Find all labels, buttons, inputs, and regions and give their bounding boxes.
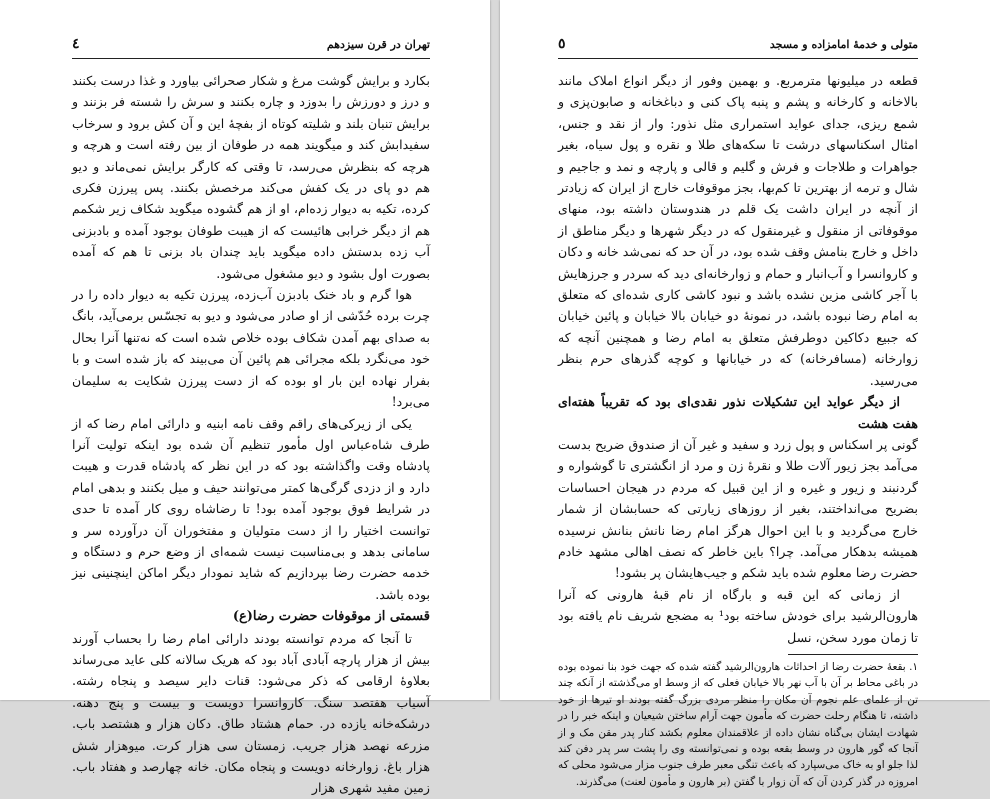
page-number: ٤	[72, 36, 80, 52]
header-rule	[558, 58, 918, 59]
paragraph: بکارد و برایش گوشت مرغ و شکار صحرائی بیاورد و غذا درست بکنند و درز و دورزش را بدوزد و چاره بکنند و سرش را شسته فر بزنند و برایش تنبان بلند و شلیته کوتاه از بفچهٔ این و آن کش برود و سرخاب سفیدابش کند و میگویند همه در طوفان از بین رفته است و هرچه و هرچه که بنظرش می‌رسد، تا وقتی که کارگر برایش نمی‌ماند و دیو هم دو پای در یک کفش می‌کند مرخصش بکنند. پس پیرزن فکری کرده، تکیه به دیوار زده‌ام، او از هم گشوده میگوید شکاف زیر شکمم هم از دیگر خرابی هائیست که از هیبت طوفان بوجود آمده و بادبزنی آب زده بدستش داده میگوید باید چندان باد بزنی تا هم که آمده بصورت اول بشود و دیو مشغول می‌شود.	[72, 73, 430, 281]
paragraph-lead: از دیگر عواید این تشکیلات نذور نقدی‌ای بود که تقریباً هفته‌ای هفت هشت	[558, 394, 918, 431]
paragraph: یکی از زیرکی‌های راقم وقف نامه ابنیه و دارائی امام رضا که از طرف شاه‌عباس اول مأمور تنظیم آن شده بود اینکه تولیت آنرا پادشاه وقت واگذاشته بود که در این نظر که پادشاه قدرت و هیبت دارد و از دزدی گرگی‌ها کمتر می‌توانند حیف و میل بکنند و بدهی امام در شرایط فوق بوجود آمده بود! تا رضاشاه روی کار آمده تا حدی توانست اختیار را از دست متولیان و مفتخوران آن درآورده سر و سامانی بدهد و بی‌مناسبت نیست شمه‌ای از وضع حرم و دستگاه و خدمه حضرت رضا بپردازیم که شاید نمودار دیگر اماکن اینچنینی نیز بوده باشد.	[72, 415, 430, 602]
left-page	[0, 0, 490, 796]
page-number: ٥	[558, 36, 566, 52]
paragraph: از زمانی که این قبه و بارگاه از نام قبهٔ هارونی که آنرا هارون‌الرشید برای خودش ساخته بود¹ به مضجع شریف نام یافته بود تا زمان مورد سخن، نسل	[558, 586, 918, 645]
paragraph: تا آنجا که مردم توانسته بودند دارائی امام رضا را بحساب آورند بیش از هزار پارچه آبادی آباد بود که هریک سالانه کلی عاید می‌رساند بعلاوهٔ ارقامی که ذکر می‌شود: قنات دایر سیصد و پنجاه رشته. آسیاب هفتصد سنگ. کاروانسرا دویست و بیست و پنج دهنه. درشکه‌خانه یازده در. حمام هشتاد طاق. دکان هزار و هشتصد باب. مزرعه نهصد هزار جریب. زمستان سی هزار کرت. میوهزار شش هزار باغ. زوارخانه دویست و پنجاه مکان. خانه چهارصد و هفتاد باب. زمین مفید شهری هزار	[72, 630, 430, 796]
right-page	[500, 0, 990, 788]
paragraph: هوا گرم و باد خنک بادبزن آب‌زده، پیرزن تکیه به دیوار داده را در چرت برده حُدّشی از او صادر می‌شود و دیو به تجسّس برمی‌آید، بانگ به صدای بهم آمدن شکاف بوده خلاص شده است که نه‌تنها آنرا بحال خود می‌نگرد بلکه مجرائی هم پائین آن می‌بیند که باز شده است و با بفرار نهاده این بار او بوده که از دست پیرزن شکایت به سلیمان می‌برد!	[72, 287, 430, 410]
running-title: متولی و خدمهٔ امامزاده و مسجد	[769, 38, 918, 51]
running-title: تهران در قرن سیزدهم	[326, 38, 430, 51]
running-head	[72, 38, 430, 56]
running-head	[558, 38, 918, 56]
footnote-rule	[788, 654, 918, 655]
section-heading: قسمتی از موقوفات حضرت رضا(ع)	[232, 609, 430, 625]
header-rule	[72, 58, 430, 59]
footnote: ۱. بقعهٔ حضرت رضا از احداثات هارون‌الرشید گفته شده که جهت خود بنا نموده بوده در باغی محاط بر آن با آب نهر بالا خیابان فعلی که از وسط او می‌گذشته از آنکه چند تن از علمای علم نجوم آن مکان را منظر مردی بزرگ گفته بودند او تیرها از خود داشته، تا هنگام رحلت حضرت که مأمون جهت آرام ساختن شیعیان و اینکه خبر را در شهادت ایشان بی‌گناه نشان داده از علاقمندان معلوم بکشد کنار پدر مقن مک و از آنجا که گور هارون در وسط بقعه بوده و نمی‌توانسته وی را پشت سر پدر دفن کند لذا جلو او به خاک می‌سپارد که باعث تنگی معبر طرف جنوب مزار می‌شود محلی که امروزه در گذر کردن آن که آن زوار با گفتن (بر هارون و مأمون لعنت) می‌گذرند.	[558, 660, 918, 788]
paragraph: قطعه در میلیونها مترمربع. و بهمین وفور از دیگر انواع املاک مانند بالاخانه و کارخانه و پشم و پنبه پاک کنی و دباغخانه و صابون‌پزی و شمع ریزی، جدای عواید استمراری مثل نذور: وار از نقد و جنس، امثال اسکناسهای درشت تا سکه‌های طلا و نقره و پول سیاه، بغیر جواهرات و طلاجات و فرش و گلیم و قالی و پارچه و نمد و جاجیم و شال و ترمه از بهترین تا کم‌بها، بجز موقوفات خارج از ایران که زیادتر از آنچه در ایران داشت یک قلم در هندوستان داشته بود، منهای موقوفاتی از منقول و غیرمنقول که در دیگر شهرها و دیگر مناطق از داخل و خارج بنامش وقف شده بود، در آن حد که نمی‌شد خانه و دکان و کاروانسرا و آب‌انبار و حمام و زوارخانه‌ای دید که سردر و جرزهایش با آجر کاشی مزین نشده باشد و نبود کاشی کاری شده‌ای که متعلق به امام رضا نبوده باشد، در نمونهٔ دو خیابان بالا خیابان و پائین خیابان که جبیع دکاکین دوطرفش متعلق به امام رضا و همچنین آنچه که زوارخانه (مسافرخانه) که در خیابانها و کوچه گذرهای حرم بنظر می‌رسید.	[558, 73, 918, 388]
paragraph: گونی پر اسکناس و پول زرد و سفید و غیر آن از صندوق ضریح بدست می‌آمد بجز زیور آلات طلا و نقرهٔ زن و مرد از انگشتری تا گوشواره و گردنبند و زیور و غیره و از این قبیل که مردم در هیجان احساسات بضریح می‌انداختند، بغیر از روزهای زیارتی که حسابشان از شمار خارج می‌گردید و با این احوال هرگز امام رضا نانش بنانش نرسیده همیشه بدهکار می‌آمد. چرا؟ باین خاطر که نصف اهالی مشهد خادم حضرت رضا معلوم شده باید شکم و جیب‌هایشان پر بشود!	[558, 436, 918, 581]
page-body	[558, 70, 918, 790]
page-body	[72, 70, 430, 799]
